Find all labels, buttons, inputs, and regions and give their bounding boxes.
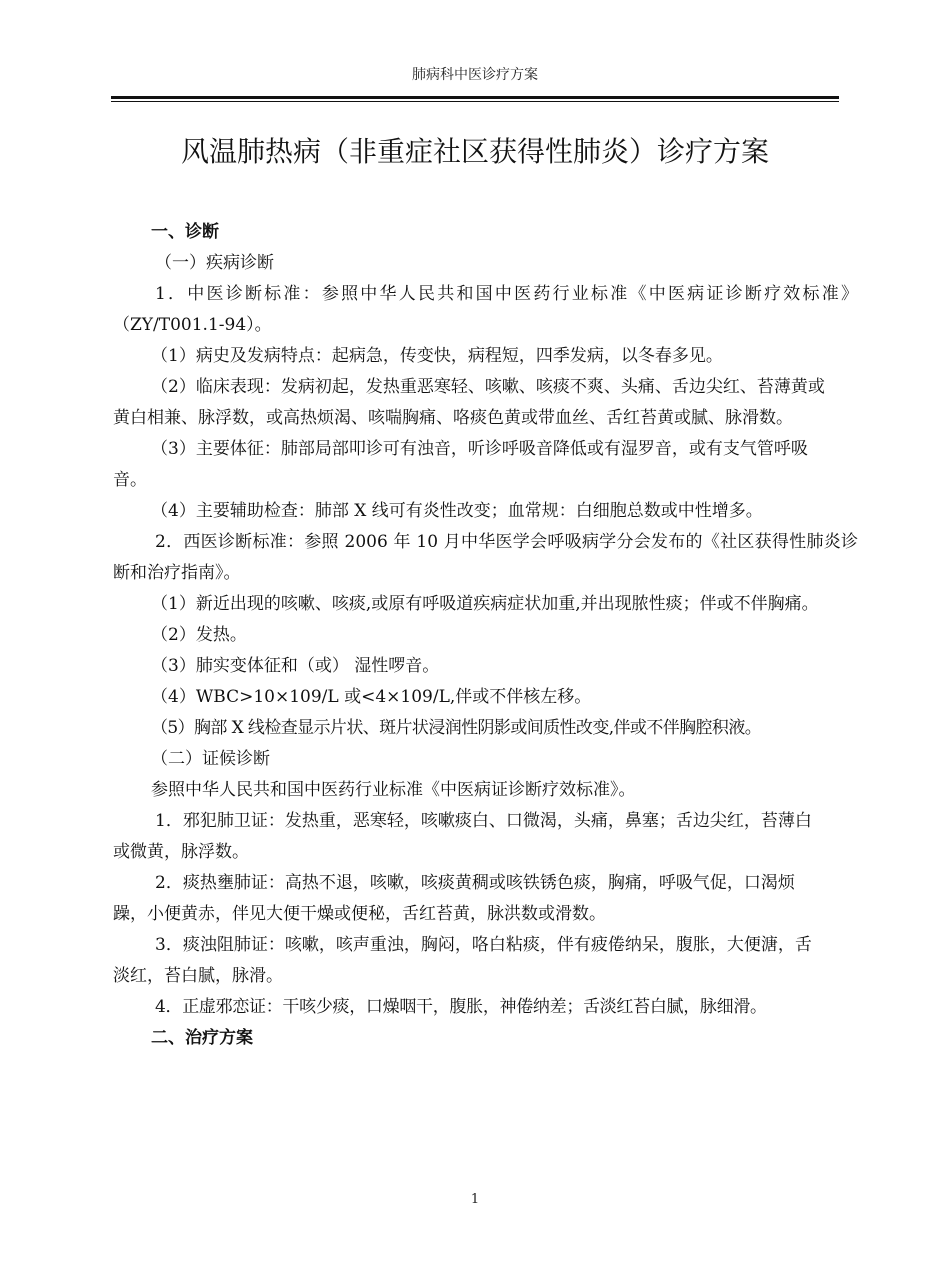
tcm-diagnostic-standard: 1．中医诊断标准：参照中华人民共和国中医药行业标准《中医病证诊断疗效标准》（ZY/T001.1-94）。 <box>113 284 858 335</box>
tcm-item-3: （3）主要体征：肺部局部叩诊可有浊音，听诊呼吸音降低或有湿罗音，或有支气管呼吸音。 <box>113 439 808 490</box>
western-item-2: （2）发热。 <box>151 625 247 645</box>
syndrome-3: 3．痰浊阻肺证：咳嗽，咳声重浊，胸闷，咯白粘痰，伴有疲倦纳呆，腹胀，大便溏，舌淡红，苔白腻，脉滑。 <box>113 935 812 986</box>
syndrome-4: 4．正虚邪恋证：干咳少痰，口燥咽干，腹胀，神倦纳差；舌淡红苔白腻，脉细滑。 <box>155 997 767 1017</box>
header-rule-thick <box>111 96 839 99</box>
syndrome-1: 1．邪犯肺卫证：发热重，恶寒轻，咳嗽痰白、口微渴，头痛，鼻塞；舌边尖红，苔薄白或微黄，脉浮数。 <box>113 811 812 862</box>
syndrome-2: 2．痰热壅肺证：高热不退，咳嗽，咳痰黄稠或咳铁锈色痰，胸痛，呼吸气促，口渴烦躁，小便黄赤，伴见大便干燥或便秘，舌红苔黄，脉洪数或滑数。 <box>113 873 795 924</box>
western-item-4: （4）WBC>10×109/L 或<4×109/L,伴或不伴核左移。 <box>151 687 592 707</box>
tcm-item-4: （4）主要辅助检查：肺部 X 线可有炎性改变；血常规：白细胞总数或中性增多。 <box>151 501 763 521</box>
document-body <box>113 217 858 1054</box>
header-rule-thin <box>111 101 839 102</box>
western-item-5: （5）胸部 X 线检查显示片状、斑片状浸润性阴影或间质性改变,伴或不伴胸腔积液。 <box>151 718 762 738</box>
western-diagnostic-standard: 2．西医诊断标准：参照 2006 年 10 月中华医学会呼吸病学分会发布的《社区获得性肺炎诊断和治疗指南》。 <box>113 532 858 583</box>
page-number: 1 <box>470 1192 480 1207</box>
western-item-1: （1）新近出现的咳嗽、咳痰,或原有呼吸道疾病症状加重,并出现脓性痰；伴或不伴胸痛。 <box>151 594 819 614</box>
section-heading-diagnosis: 一、诊断 <box>151 222 219 242</box>
subsection-heading-disease-diagnosis: （一）疾病诊断 <box>155 253 274 273</box>
running-header: 肺病科中医诊疗方案 <box>412 67 538 83</box>
subsection-heading-syndrome-diagnosis: （二）证候诊断 <box>151 749 270 769</box>
syndrome-intro: 参照中华人民共和国中医药行业标准《中医病证诊断疗效标准》。 <box>151 780 636 800</box>
document-title: 风温肺热病（非重症社区获得性肺炎）诊疗方案 <box>180 135 769 168</box>
section-heading-treatment: 二、治疗方案 <box>151 1028 253 1048</box>
tcm-item-1: （1）病史及发病特点：起病急，传变快，病程短，四季发病，以冬春多见。 <box>151 346 723 366</box>
tcm-item-2: （2）临床表现：发病初起，发热重恶寒轻、咳嗽、咳痰不爽、头痛、舌边尖红、苔薄黄或黄白相兼、脉浮数，或高热烦渴、咳喘胸痛、咯痰色黄或带血丝、舌红苔黄或腻、脉滑数。 <box>113 377 825 428</box>
western-item-3: （3）肺实变体征和（或） 湿性啰音。 <box>151 656 440 676</box>
